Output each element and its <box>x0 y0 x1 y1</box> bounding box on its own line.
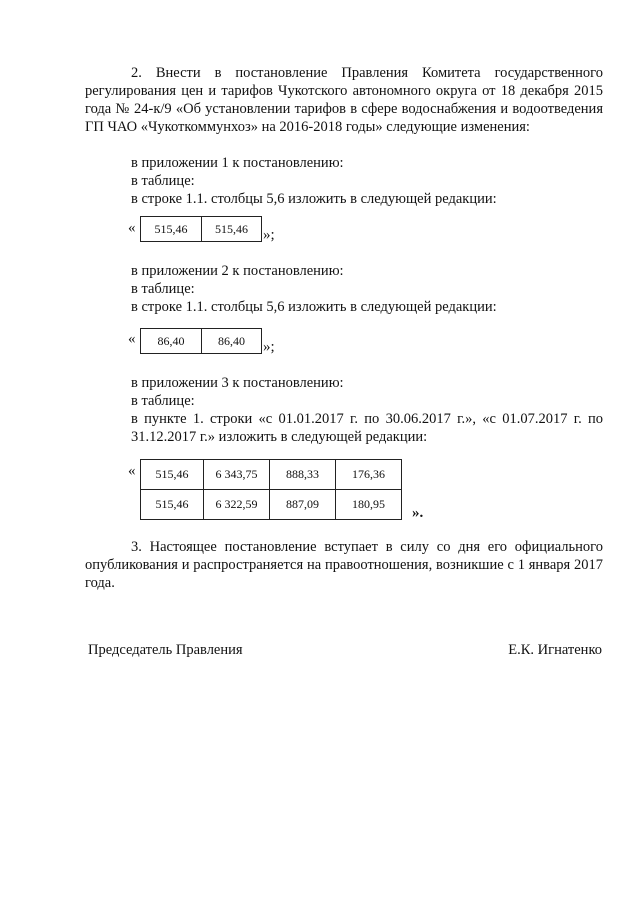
block1-close-quote: »; <box>263 227 275 243</box>
block1-line3: в строке 1.1. столбцы 5,6 изложить в следующей редакции: <box>131 191 497 207</box>
table-row <box>141 490 402 520</box>
table-row <box>141 460 402 490</box>
block3-open-quote: « <box>128 463 136 479</box>
table-row <box>141 217 262 242</box>
block3-line1: в приложении 3 к постановлению: <box>131 375 344 391</box>
block2-line2: в таблице: <box>131 281 195 297</box>
table-cell: 515,46 <box>141 217 202 242</box>
block2-value-table <box>140 328 262 354</box>
table-cell: 515,46 <box>141 490 204 520</box>
block2-line3: в строке 1.1. столбцы 5,6 изложить в следующей редакции: <box>131 299 497 315</box>
table-cell: 86,40 <box>141 329 202 354</box>
table-cell: 515,46 <box>202 217 262 242</box>
block1-line2: в таблице: <box>131 173 195 189</box>
table-cell: 176,36 <box>336 460 402 490</box>
block1-line1: в приложении 1 к постановлению: <box>131 155 344 171</box>
block2-close-quote: »; <box>263 339 275 355</box>
signature-name: Е.К. Игнатенко <box>508 642 602 658</box>
table-cell: 515,46 <box>141 460 204 490</box>
block2-line1: в приложении 2 к постановлению: <box>131 263 344 279</box>
table-cell: 6 343,75 <box>204 460 270 490</box>
block1-open-quote: « <box>128 220 136 236</box>
block3-paragraph: в пункте 1. строки «с 01.01.2017 г. по 30.06.2017 г.», «с 01.07.2017 г. по 31.12.2017 г.» изложить в следующей редакции: <box>131 411 603 445</box>
block3-close-quote: ». <box>412 505 424 521</box>
table-cell: 86,40 <box>202 329 262 354</box>
table-row <box>141 329 262 354</box>
table-cell: 888,33 <box>270 460 336 490</box>
item-2-paragraph: 2. Внести в постановление Правления Комитета государственного регулирования цен и тарифов Чукотского автономного округа от 18 декабря 2015 года № 24-к/9 «Об установлении тарифов в сфере водоснабжения и водоотведения ГП ЧАО «Чукоткоммунхоз» на 2016-2018 годы» следующие изменения: <box>85 65 603 135</box>
block1-value-table <box>140 216 262 242</box>
table-cell: 887,09 <box>270 490 336 520</box>
block3-value-table <box>140 459 402 520</box>
item-3-paragraph: 3. Настоящее постановление вступает в силу со дня его официального опубликования и распространяется на правоотношения, возникшие с 1 января 2017 года. <box>85 539 603 591</box>
table-cell: 6 322,59 <box>204 490 270 520</box>
table-cell: 180,95 <box>336 490 402 520</box>
block2-open-quote: « <box>128 331 136 347</box>
block3-line2: в таблице: <box>131 393 195 409</box>
signature-position: Председатель Правления <box>88 642 243 658</box>
